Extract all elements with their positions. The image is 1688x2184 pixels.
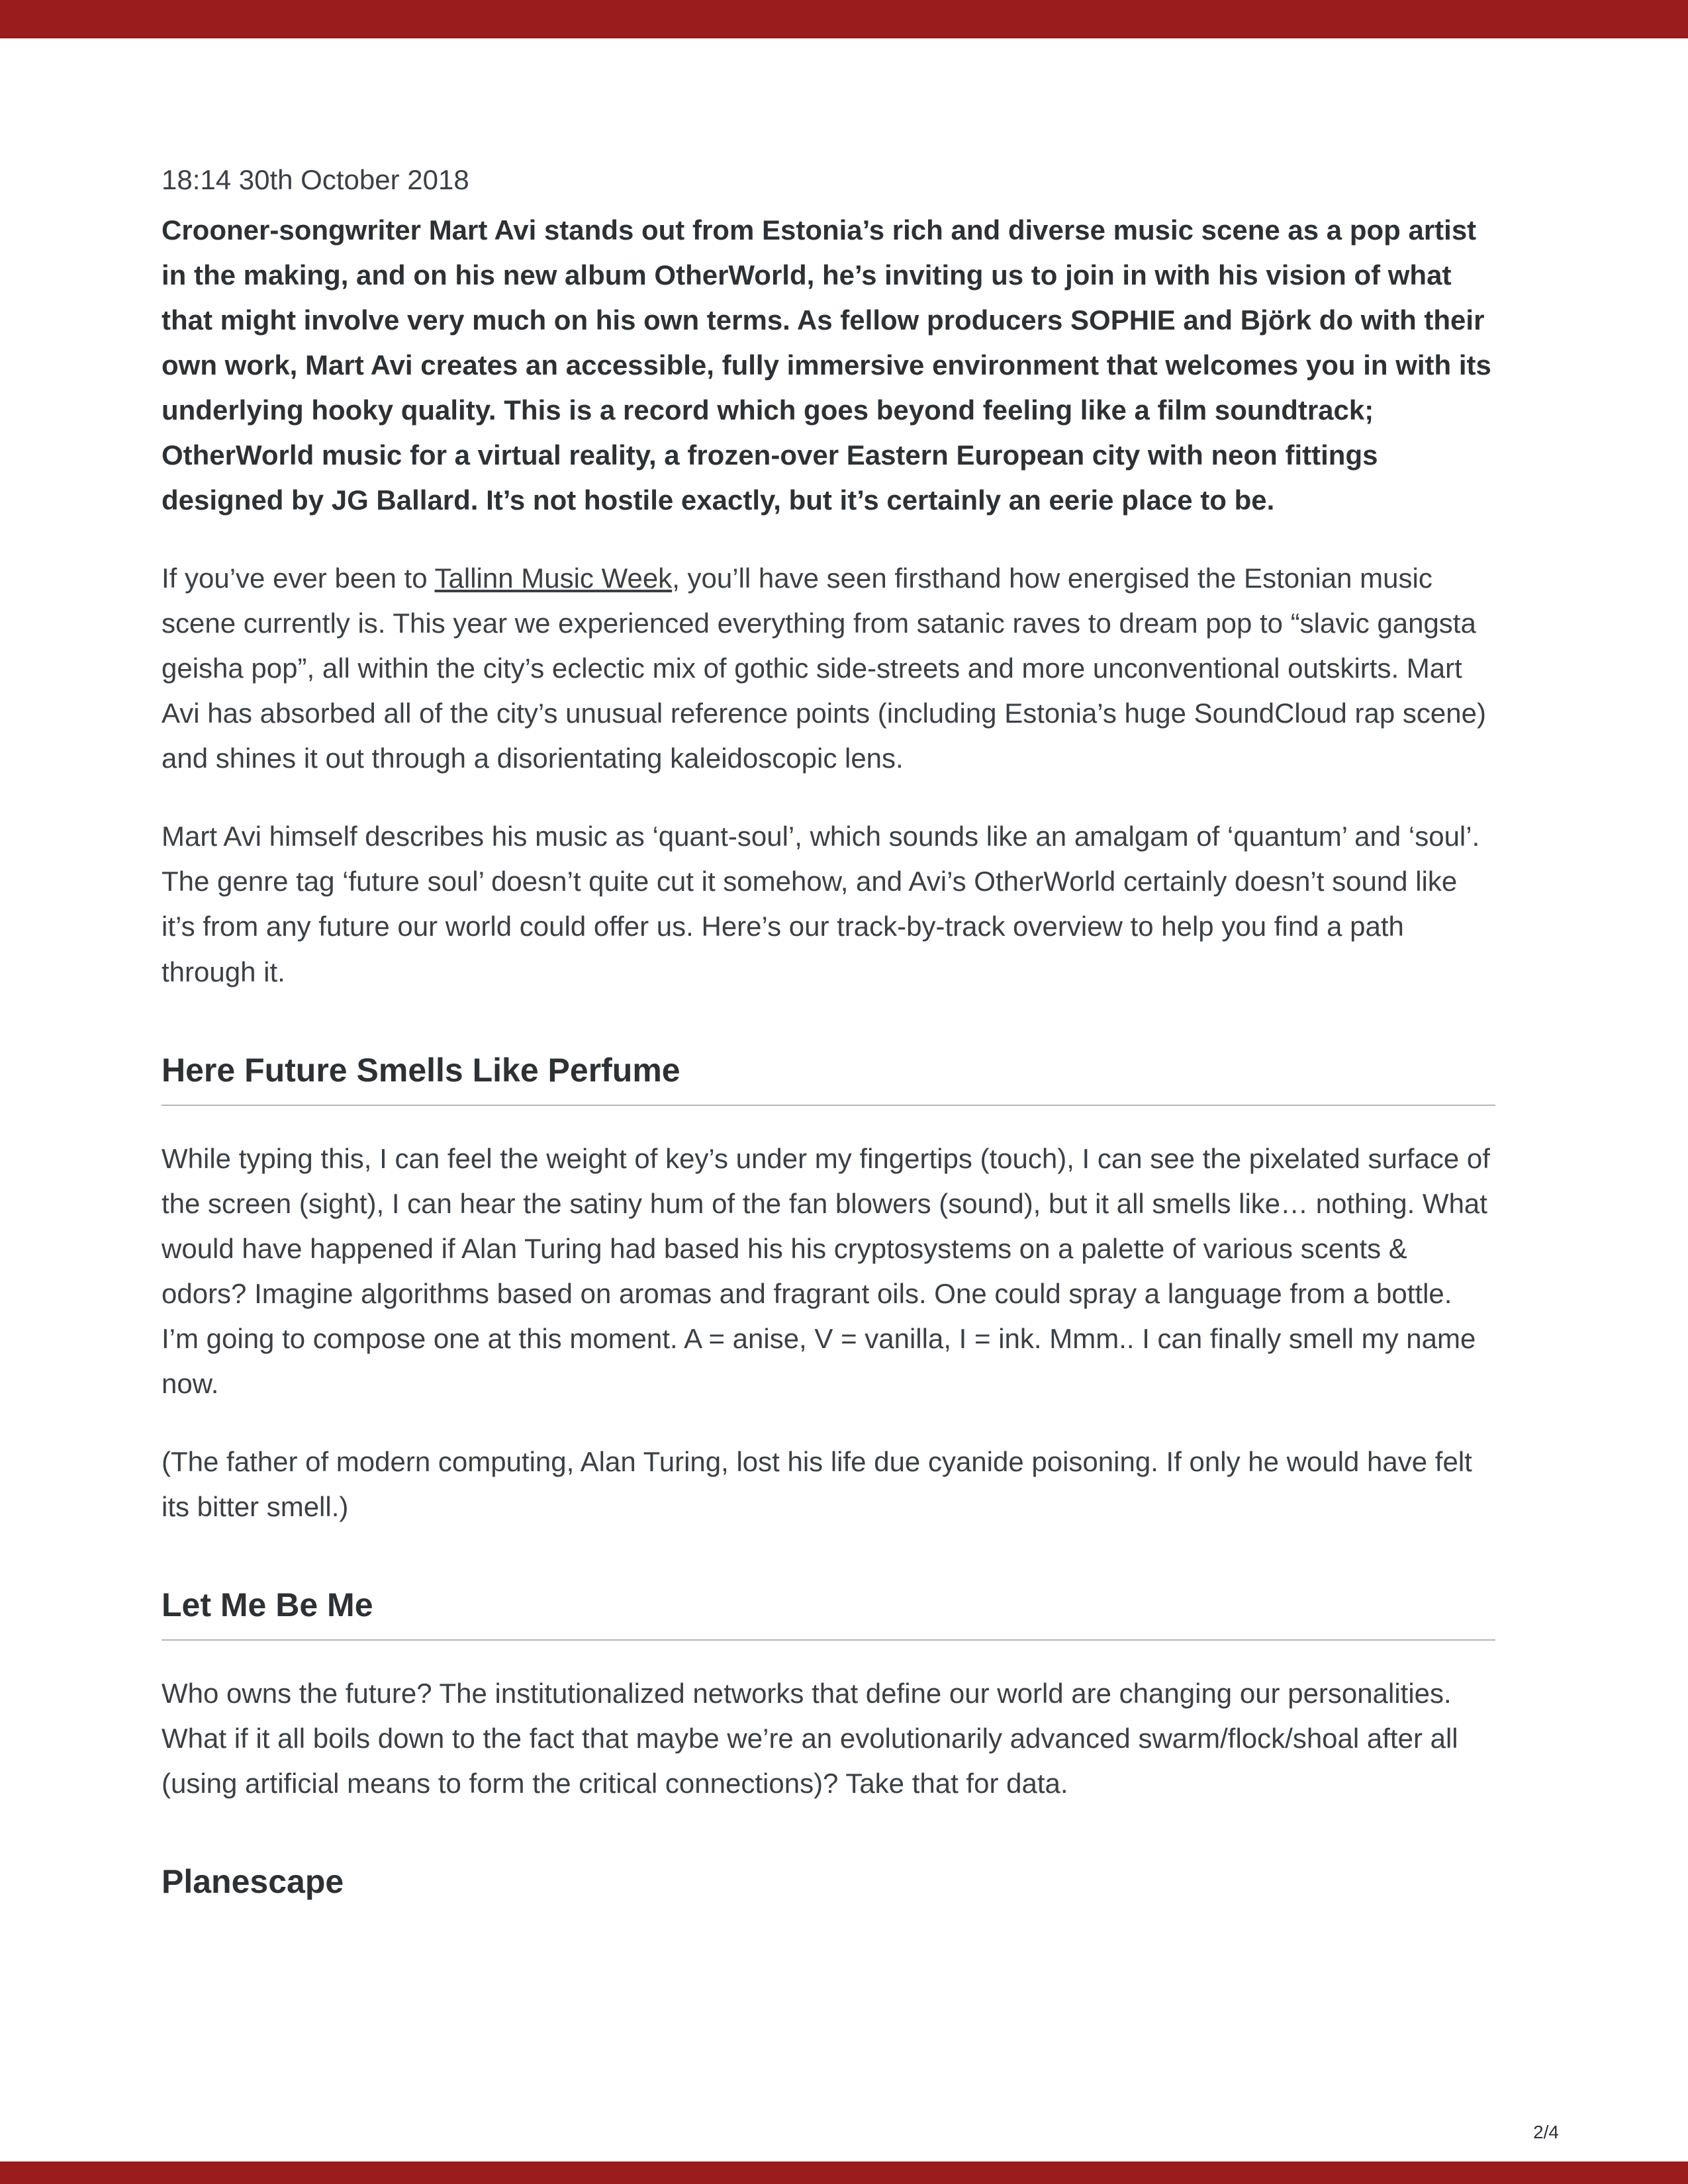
article-content	[162, 158, 1495, 1916]
section-heading-let-me-be-me: Let Me Be Me	[162, 1586, 373, 1623]
section-paragraph: (The father of modern computing, Alan Turing, lost his life due cyanide poisoning. If only he would have felt its bitter smell.)	[162, 1445, 1472, 1522]
lead-paragraph-pre: If you’ve ever been to	[162, 563, 435, 594]
section-divider	[162, 1105, 1495, 1106]
intro-paragraph: Crooner-songwriter Mart Avi stands out from Estonia’s rich and diverse music scene as a pop artist in the making, and on his new album OtherWorld, he’s inviting us to join in with his vision of what that might involve very much on his own terms. As fellow producers SOPHIE and Björk do with their own work, Mart Avi creates an accessible, fully immersive environment that welcomes you in with its underlying hooky quality. This is a record which goes beyond feeling like a film soundtrack; OtherWorld music for a virtual reality, a frozen-over Eastern European city with neon fittings designed by JG Ballard. It’s not hostile exactly, but it’s certainly an eerie place to be.	[162, 214, 1491, 516]
lead-paragraph-post: , you’ll have seen firsthand how energised the Estonian music scene currently is. This year we experienced everything from satanic raves to dream pop to “slavic gangsta geisha pop”, all within the city’s eclectic mix of gothic side-streets and more unconventional outskirts. Mart Avi has absorbed all of the city’s unusual reference points (including Estonia’s huge SoundCloud rap scene) and shines it out through a disorientating kaleidoscopic lens.	[162, 563, 1486, 774]
section-divider	[162, 1639, 1495, 1641]
section-paragraph: Who owns the future? The institutionalized networks that define our world are changing our personalities. What if it all boils down to the fact that maybe we’re an evolutionarily advanced swarm/flock/shoal after all (using artificial means to form the critical connections)? Take that for data.	[162, 1677, 1458, 1799]
lead-paragraph	[162, 556, 1495, 781]
section-heading-planescape: Planescape	[162, 1862, 344, 1900]
section-heading-here-future-smells-like-perfume: Here Future Smells Like Perfume	[162, 1051, 680, 1089]
footer-bar	[0, 2161, 1688, 2184]
tallinn-music-week-link[interactable]: Tallinn Music Week	[434, 563, 673, 594]
section-paragraph: While typing this, I can feel the weight of key’s under my fingertips (touch), I can see the pixelated surface of the screen (sight), I can hear the satiny hum of the fan blowers (sound), but it all smells like… nothing. What would have happened if Alan Turing had based his his cryptosystems on a palette of various scents & odors? Imagine algorithms based on aromas and fragrant oils. One could spray a language from a bottle. I’m going to compose one at this moment. A = anise, V = vanilla, I = ink. Mmm.. I can finally smell my name now.	[162, 1142, 1490, 1399]
second-paragraph: Mart Avi himself describes his music as ‘quant-soul’, which sounds like an amalgam of ‘quantum’ and ‘soul’. The genre tag ‘future soul’ doesn’t quite cut it somehow, and Avi’s OtherWorld certainly doesn’t sound like it’s from any future our world could offer us. Here’s our track-by-track overview to help you find a path through it.	[162, 821, 1480, 987]
article-timestamp: 18:14 30th October 2018	[162, 164, 469, 195]
page-number: 2/4	[1533, 2122, 1559, 2142]
header-bar	[0, 0, 1688, 38]
